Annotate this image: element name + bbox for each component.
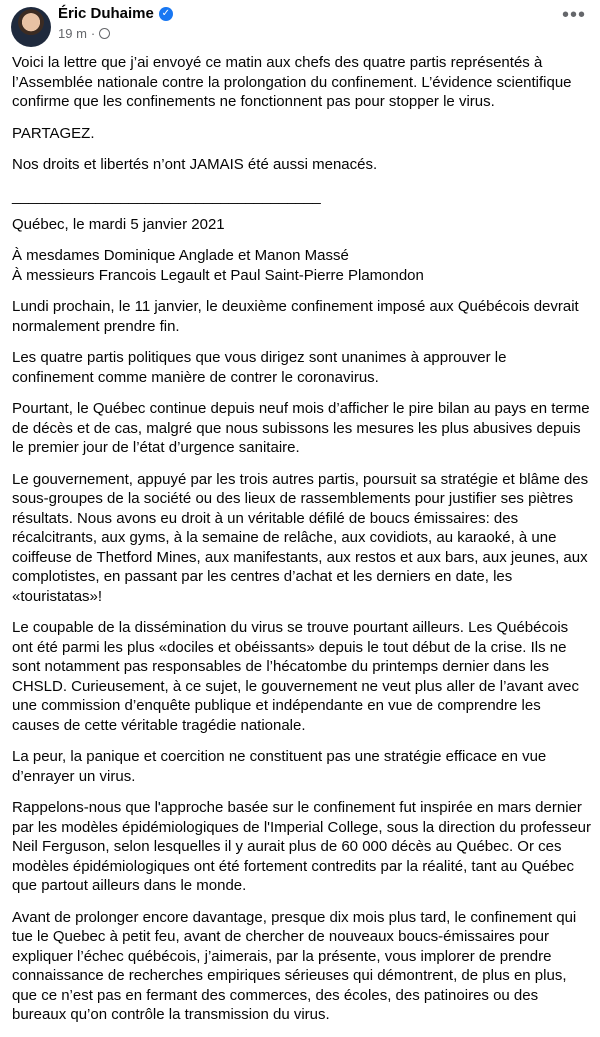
recipients-messieurs: À messieurs Francois Legault et Paul Saint-Pierre Plamondon <box>12 266 424 284</box>
verified-badge-icon: ✓ <box>159 7 173 21</box>
letter-date: Québec, le mardi 5 janvier 2021 <box>12 215 225 233</box>
post-meta: 19 m · <box>58 26 110 41</box>
avatar[interactable] <box>11 7 51 47</box>
letter-paragraph: Le gouvernement, appuyé par les trois autres partis, poursuit sa stratégie et blâme des sous-groupes de la société ou des lieux de rassemblements pour justifier ses piètres résultats. Nous avons eu droit à un véritable défilé de boucs émissaires: des récalcitrants, aux gyms, à la semaine de relâche, aux covidiots, au karaoké, à une coiffeuse de Thetford Mines, aux manifestants, aux restos et aux bars, aux jeunes, aux complotistes, en passant par les centres d’achat et les derniers en date, les «touristatas»! <box>12 470 589 605</box>
letter-paragraph: Les quatre partis politiques que vous dirigez sont unanimes à approuver le confinement comme manière de contrer le coronavirus. <box>12 349 507 386</box>
letter-paragraph: Avant de prolonger encore davantage, presque dix mois plus tard, le confinement qui tue le Quebec à petit feu, avant de chercher de nouveaux boucs-émissaires pour expliquer l’échec québécois, j’aimerais, par la présente, vous implorer de prendre connaissance de recherches empiriques sérieuses qui démontrent, de plus en plus, que ce n’est pas en fermant des commerces, des écoles, des patinoires ou des bureaux qu’on contrôle la transmission du virus. <box>12 908 577 1023</box>
author-name[interactable]: Éric Duhaime <box>58 5 154 22</box>
letter-paragraph: Rappelons-nous que l'approche basée sur le confinement fut inspirée en mars dernier par les modèles épidémiologiques de l'Imperial College, sous la direction du professeur Neil Ferguson, selon lesquelles il y aurait plus de 60 000 décès au Québec. Or ces modèles épidémiologiques ont été fortement contredits par la réalité, tant au Québec que partout ailleurs dans le monde. <box>12 799 592 894</box>
more-options-icon[interactable]: ••• <box>561 4 586 26</box>
separator-line: _____________________________________ <box>12 187 321 205</box>
letter-paragraph: Pourtant, le Québec continue depuis neuf mois d’afficher le pire bilan au pays en terme de décès et de cas, malgré que nous subissons les mesures les plus abusives depuis le premier jour de l’état d’urgence sanitaire. <box>12 400 590 456</box>
post-header <box>0 0 600 50</box>
share-paragraph: PARTAGEZ. <box>12 124 95 142</box>
rights-paragraph: Nos droits et libertés n’ont JAMAIS été aussi menacés. <box>12 156 378 173</box>
post-body <box>12 53 592 1037</box>
letter-paragraph: La peur, la panique et coercition ne constituent pas une stratégie efficace en vue d’enrayer un virus. <box>12 748 547 785</box>
recipients-mesdames: À mesdames Dominique Anglade et Manon Massé <box>12 247 349 264</box>
post-time[interactable]: 19 m <box>58 26 87 41</box>
letter-paragraph: Le coupable de la dissémination du virus se trouve pourtant ailleurs. Les Québécois ont été parmi les plus «dociles et obéissants» depuis le tout début de la crise. Ils ne sont notamment pas responsables de l’hécatombe du printemps dernier dans les CHSLD. Curieusement, à ce sujet, le gouvernement ne veut plus aller de l’avant avec une commission d’enquête publique et indépendante en vue de comprendre les causes de cette véritable tragédie nationale. <box>12 619 579 734</box>
intro-paragraph: Voici la lettre que j’ai envoyé ce matin aux chefs des quatre partis représentés à l’Assemblée nationale contre la prolongation du confinement. L’évidence scientifique confirme que les confinements ne fonctionnent pas pour stopper le virus. <box>12 54 572 110</box>
globe-icon[interactable] <box>99 28 110 39</box>
letter-paragraph: Lundi prochain, le 11 janvier, le deuxième confinement imposé aux Québécois devrait normalement prendre fin. <box>12 298 579 335</box>
letter-recipients <box>12 246 592 285</box>
author-row <box>58 5 173 22</box>
